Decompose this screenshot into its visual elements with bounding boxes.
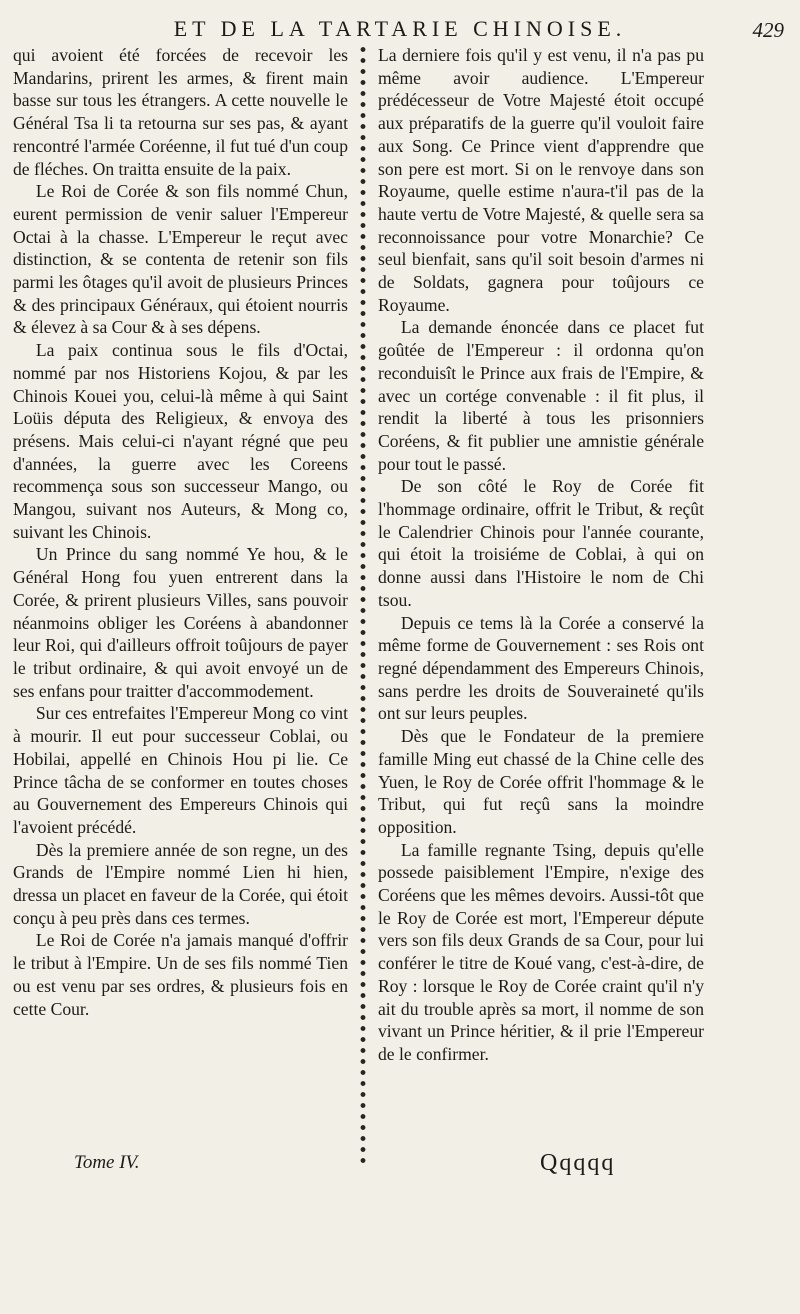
paragraph: De son côté le Roy de Corée fit l'hommage ordinaire, offrit le Tribut, & reçût le Calendrier Chinois pour l'année courante, qui étoit la troisiéme de Coblai, à qui on donne aussi dans l'Histoire le nom de Chi tsou. — [378, 476, 704, 610]
paragraph: Dès la premiere année de son regne, un des Grands de l'Empire nommé Lien hi hien, dressa un placet en faveur de la Corée, qui étoit conçu à peu près dans ces termes. — [13, 839, 348, 928]
page-header — [0, 10, 800, 46]
column-divider-ornament — [356, 44, 370, 1164]
running-head: ET DE LA TARTARIE CHINOISE. — [173, 16, 627, 41]
paragraph: Sur ces entrefaites l'Empereur Mong co vint à mourir. Il eut pour successeur Coblai, ou Hobilai, appellé en Chinois Hou pi lie. Ce Prince tâcha de se conformer en toutes choses au Gouvernement des Empereurs Chinois qui l'avoient précédé. — [13, 703, 348, 837]
paragraph: Le Roi de Corée n'a jamais manqué d'offrir le tribut à l'Empire. Un de ses fils nommé Tien ou est venu par ses ordres, & plusieurs fois en cette Cour. — [13, 930, 348, 1019]
page-number: 429 — [752, 18, 784, 42]
paragraph: La derniere fois qu'il y est venu, il n'a pas pu même avoir audience. L'Empereur prédécesseur de Votre Majesté étoit occupé aux préparatifs de la guerre qu'il vouloit faire aux Song. Ce Prince vient d'apprendre que son pere est mort. Si on le renvoye dans son Royaume, quelle estime n'aura-t'il pas de la haute vertu de Votre Majesté, & quelle sera sa reconnoissance pour votre Monarchie? Ce seul bienfait, sans qu'il soit besoin d'armes ni de Soldats, gagnera pour toûjours ce Royaume. — [378, 45, 704, 315]
paragraph: Depuis ce tems là la Corée a conservé la même forme de Gouvernement : ses Rois ont regné dépendamment des Empereurs Chinois, sans perdre les droits de Souveraineté qu'ils ont sur leurs peuples. — [378, 612, 704, 724]
paragraph: La famille regnante Tsing, depuis qu'elle possede paisiblement l'Empire, n'exige des Coréens que les mêmes devoirs. Aussi-tôt que le Roy de Corée est mort, l'Empereur députe vers son fils deux Grands de sa Cour, pour lui conférer le titre de Koué vang, c'est-à-dire, de Roy : lorsque le Roy de Corée craint qu'il n'y ait du trouble après sa mort, il nomme de son vivant un Prince héritier, & il prie l'Empereur de le confirmer. — [378, 839, 704, 1064]
paragraph: qui avoient été forcées de recevoir les Mandarins, prirent les armes, & firent main basse sur tous les étrangers. A cette nouvelle le Général Tsa li ta retourna sur ses pas, & ayant rencontré l'armée Coréenne, il fut tué d'un coup de fléches. On traitta ensuite de la paix. — [13, 45, 348, 179]
signature-mark: Tome IV. — [74, 1152, 140, 1173]
right-column — [378, 44, 704, 1066]
paragraph: La demande énoncée dans ce placet fut goûtée de l'Empereur : il ordonna qu'on reconduisît le Prince aux frais de l'Empire, & avec un cortége convenable : il fit plus, il rendit la liberté à tous les prisonniers Coréens, & fit publier une amnistie générale pour tout le passé. — [378, 317, 704, 474]
paragraph: Dès que le Fondateur de la premiere famille Ming eut chassé de la Chine celle des Yuen, le Roy de Corée offrit l'hommage & le Tribut, qui fut reçû sans la moindre opposition. — [378, 726, 704, 837]
catchword: Qqqqq — [540, 1150, 616, 1176]
paragraph: Un Prince du sang nommé Ye hou, & le Général Hong fou yuen entrerent dans la Corée, & prirent plusieurs Villes, sans pouvoir néanmoins obliger les Coréens à abandonner leur Roi, qui d'ailleurs offroit toûjours de payer le tribut ordinaire, & qui avoit envoyé un de ses enfans pour traitter d'accommodement. — [13, 544, 348, 701]
left-column — [13, 44, 348, 1020]
paragraph: Le Roi de Corée & son fils nommé Chun, eurent permission de venir saluer l'Empereur Octai à la chasse. L'Empereur le reçut avec distinction, & se contenta de retenir son fils parmi les ôtages qu'il avoit de plusieurs Princes & des principaux Généraux, qui étoient nourris & élevez à sa Cour & à ses dépens. — [13, 181, 348, 338]
paragraph: La paix continua sous le fils d'Octai, nommé par nos Historiens Kojou, & par les Chinois Kouei you, celui-là même à qui Saint Loüis députa des Religieux, & envoya des présens. Mais celui-ci n'ayant régné que peu d'années, la guerre avec les Coreens recommença sous son successeur Mango, ou Mangou, suivant nos Auteurs, & Mong co, suivant les Chinois. — [13, 340, 348, 542]
